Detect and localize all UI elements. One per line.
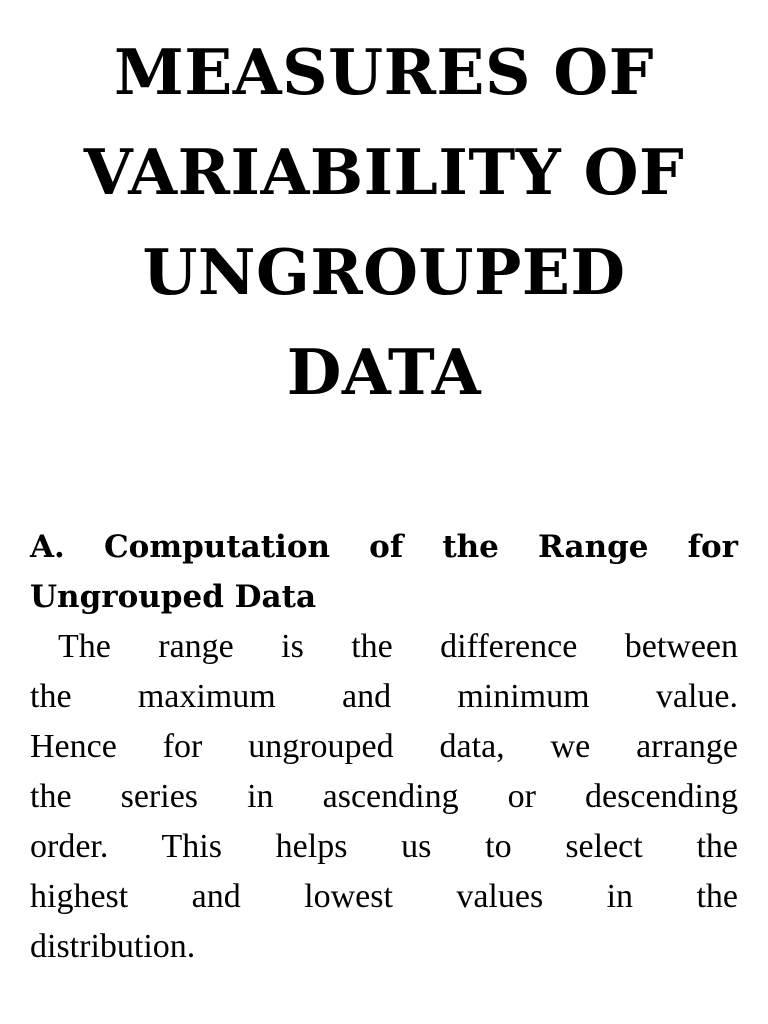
heading-line: A. Computation of the Range for: [30, 529, 738, 565]
title-line: VARIABILITY OF: [83, 135, 685, 209]
title-line: MEASURES OF: [114, 35, 654, 109]
section-range: [30, 522, 738, 972]
paragraph-line: the series in ascending or descending: [30, 778, 738, 815]
paragraph-line: The range is the difference between: [58, 628, 738, 665]
title-line: DATA: [286, 335, 482, 409]
section-paragraph: [30, 622, 738, 972]
title-line: UNGROUPED: [142, 235, 626, 309]
paragraph-line: the maximum and minimum value.: [30, 678, 738, 715]
paragraph-line: highest and lowest values in the: [30, 878, 738, 915]
document-title: [30, 22, 738, 422]
section-heading: [30, 522, 738, 622]
heading-line: Ungrouped Data: [30, 579, 317, 615]
paragraph-line: Hence for ungrouped data, we arrange: [30, 728, 738, 765]
paragraph-line: distribution.: [30, 928, 196, 965]
paragraph-line: order. This helps us to select the: [30, 828, 738, 865]
